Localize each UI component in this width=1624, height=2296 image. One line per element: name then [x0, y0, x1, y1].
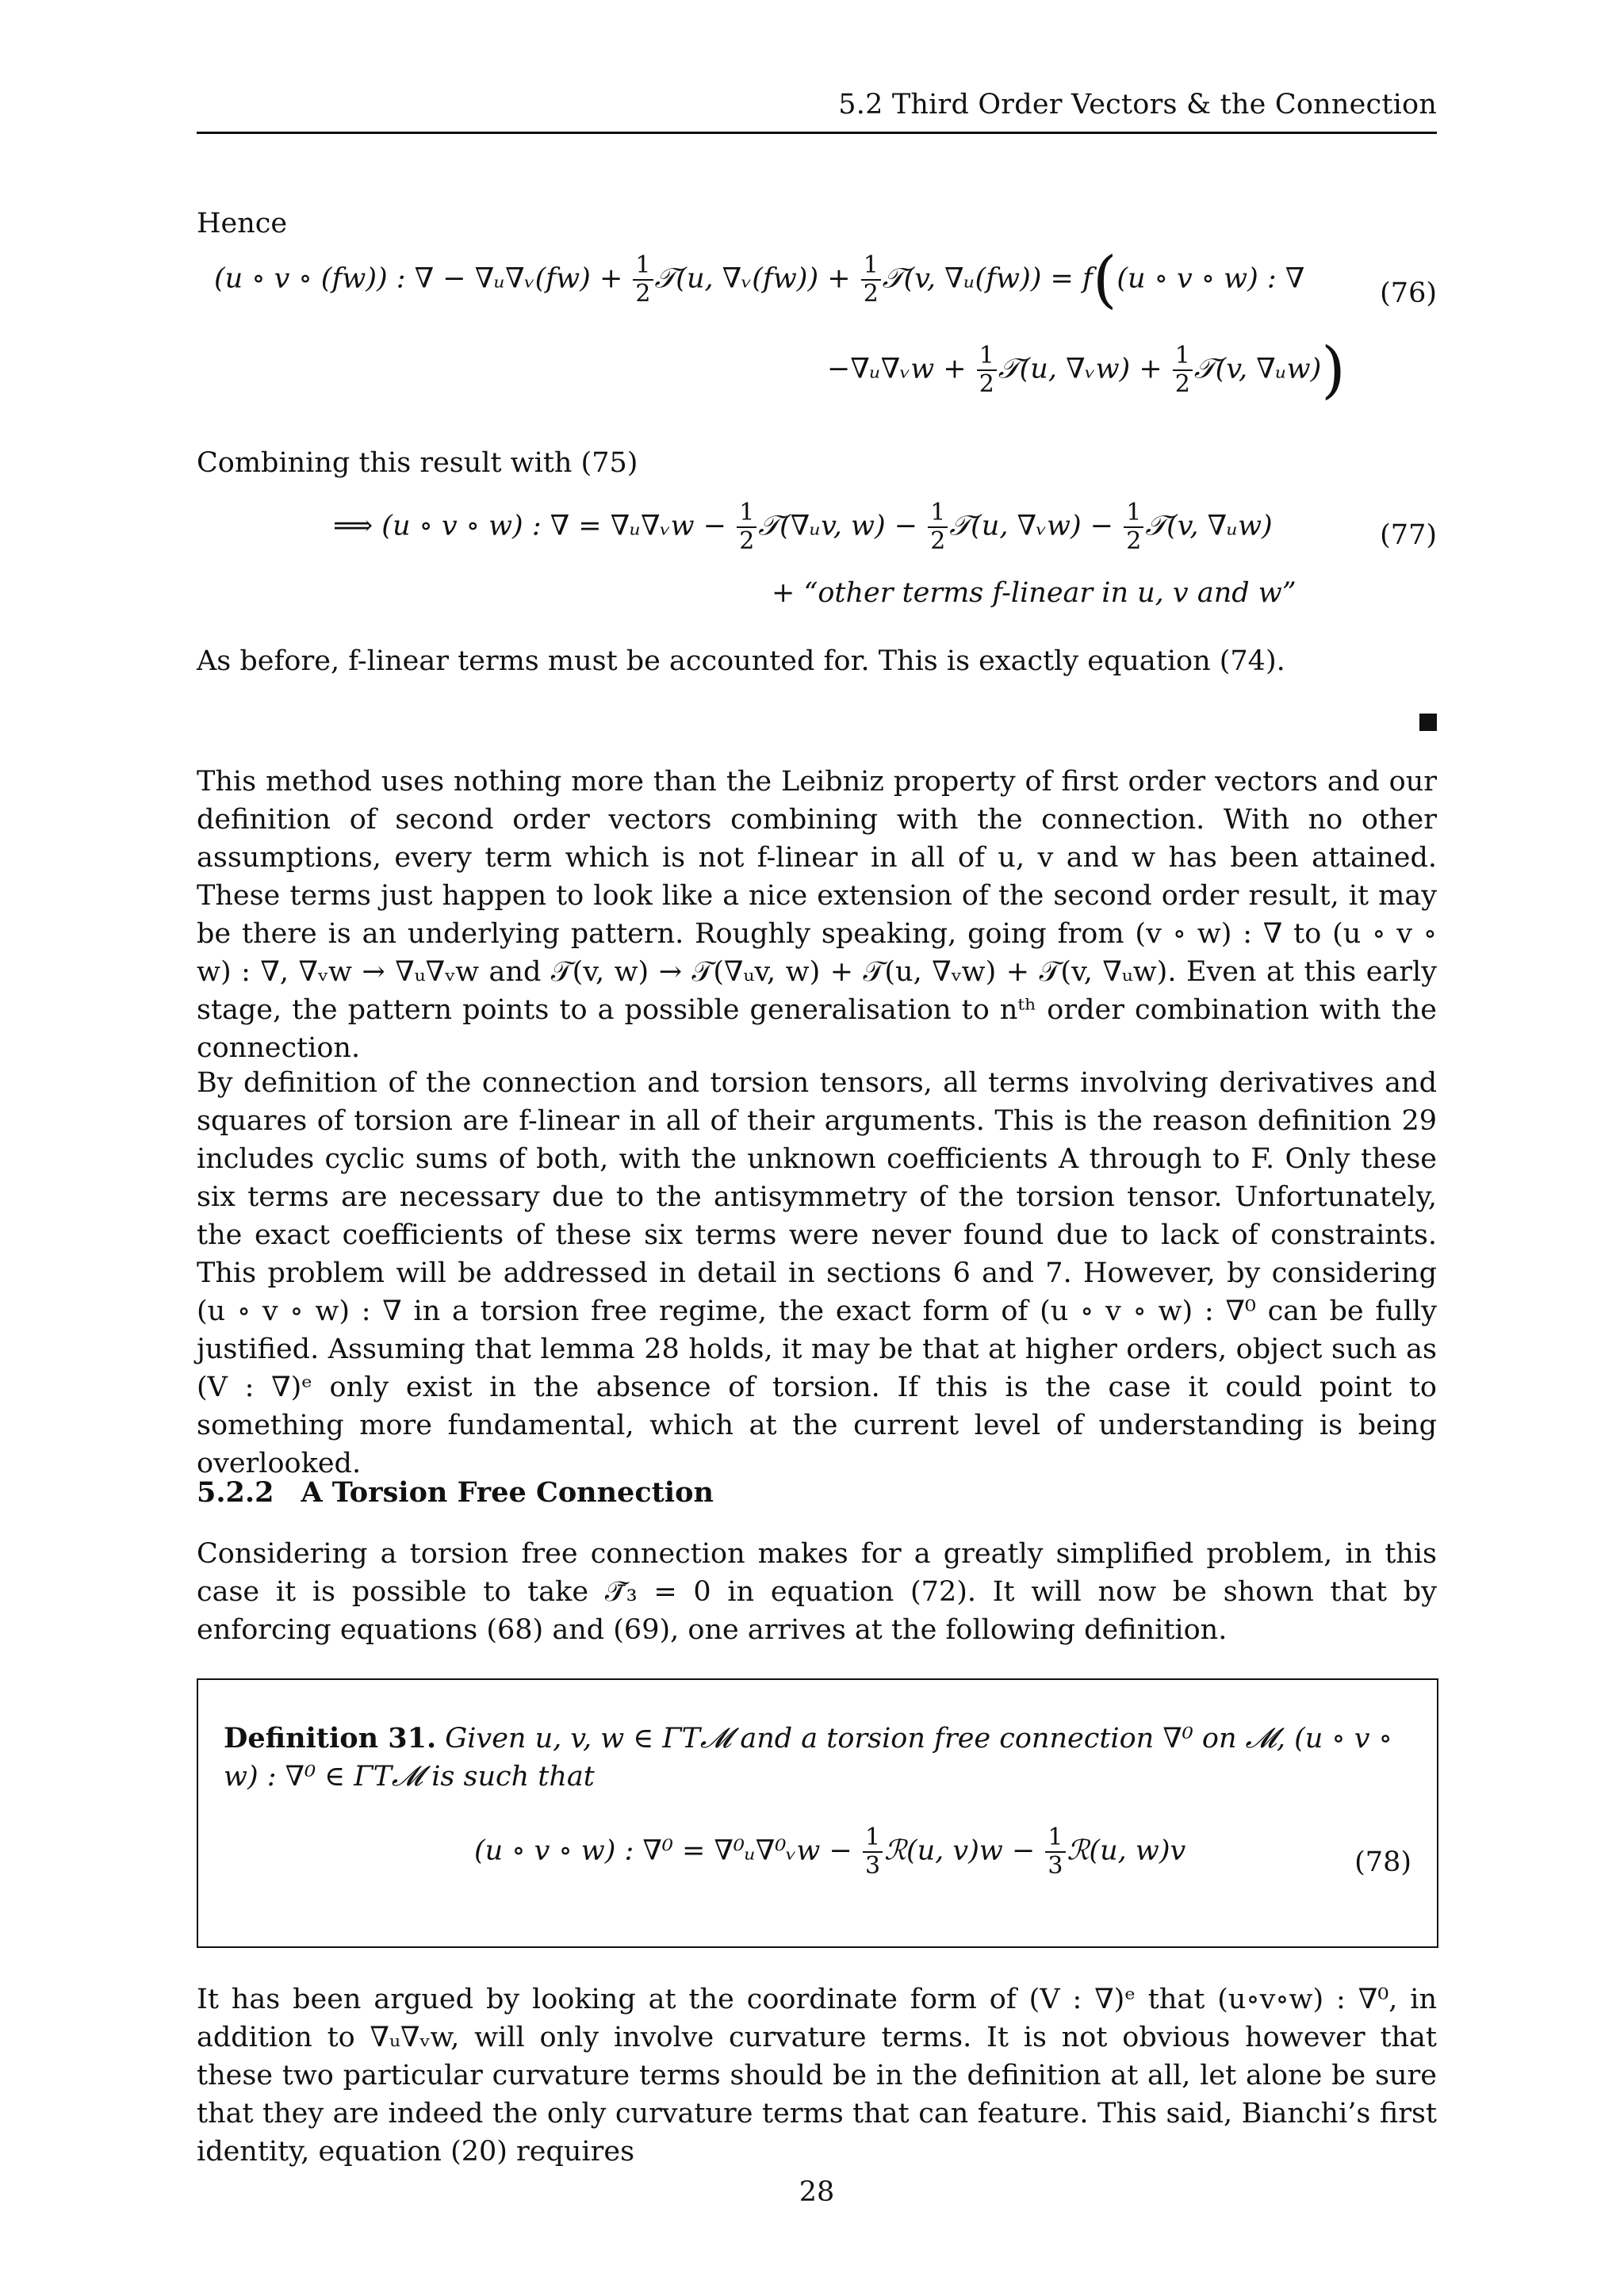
eq77-term-a: ⟹ (u ∘ v ∘ w) : ∇ = ∇ᵤ∇ᵥw − [333, 510, 736, 542]
eq78-term-a: (u ∘ v ∘ w) : ∇⁰ = ∇⁰ᵤ∇⁰ᵥw − [474, 1835, 861, 1867]
equation-number-76: (76) [1380, 277, 1437, 309]
big-open-paren: ( [1092, 244, 1117, 316]
fraction-half: $\frac{1}{2}$ [1124, 499, 1143, 555]
big-close-paren: ) [1321, 335, 1346, 406]
equation-76-line-2 [827, 335, 1346, 406]
equation-76-line-1 [214, 244, 1305, 316]
equation-78 [474, 1824, 1185, 1880]
eq76-line2-term-c: 𝒯(v, ∇ᵤw) [1193, 353, 1322, 385]
as-before-text: As before, f-linear terms must be accounted for. This is exactly equation (74). [197, 645, 1285, 677]
paragraph-curvature: It has been argued by looking at the coordinate form of (V : ∇)ᵉ that (u∘v∘w) : ∇⁰, in addition to ∇ᵤ∇ᵥw, will only involve curvature terms. It is not obvious however that these two particular curvature terms should be in the definition at all, let alone be sure that they are indeed the only curvature terms that can feature. This said, Bianchi’s first identity, equation (20) requires [197, 1984, 1437, 2168]
eq78-term-c: ℛ(u, w)v [1067, 1835, 1186, 1867]
fraction-half: $\frac{1}{2}$ [977, 342, 997, 398]
equation-77-line-1 [333, 499, 1273, 555]
header-rule [197, 132, 1437, 134]
paragraph-method: This method uses nothing more than the Leibniz property of first order vectors and our definition of second order vectors combining with the connection. With no other assumptions, every term which is not f-linear in all of u, v and w has been attained. These terms just happen to look like a nice extension of the second order result, it may be there is an underlying pattern. Roughly speaking, going from (v ∘ w) : ∇ to (u ∘ v ∘ w) : ∇, ∇ᵥw → ∇ᵤ∇ᵥw and 𝒯(v, w) → 𝒯(∇ᵤv, w) + 𝒯(u, ∇ᵥw) + 𝒯(v, ∇ᵤw). Even at this early stage, the pattern points to a possible generalisation to nᵗʰ order combination with the connection. [197, 766, 1437, 1064]
eq78-term-b: ℛ(u, v)w − [884, 1835, 1044, 1867]
qed-square [1419, 714, 1437, 731]
eq77-term-c: 𝒯(u, ∇ᵥw) − [949, 510, 1123, 542]
eq77-term-b: 𝒯(∇ᵤv, w) − [758, 510, 927, 542]
eq77-term-d: 𝒯(v, ∇ᵤw) [1145, 510, 1273, 542]
eq76-term-1: 𝒯(u, ∇ᵥ(fw)) + [654, 262, 860, 295]
section-title: A Torsion Free Connection [301, 1476, 714, 1509]
fraction-half: $\frac{1}{2}$ [861, 252, 881, 308]
fraction-third: $\frac{1}{3}$ [1045, 1824, 1065, 1880]
equation-number-78: (78) [1354, 1846, 1411, 1878]
section-heading [197, 1476, 714, 1509]
fraction-half: $\frac{1}{2}$ [928, 499, 948, 555]
definition-label: Definition 31. [224, 1722, 437, 1755]
fraction-half: $\frac{1}{2}$ [1173, 342, 1193, 398]
hence-text: Hence [197, 208, 288, 239]
definition-statement [224, 1720, 1413, 1796]
page-number: 28 [799, 2176, 835, 2208]
eq76-line2-term-b: 𝒯(u, ∇ᵥw) + [998, 353, 1171, 385]
eq76-rhs: (u ∘ v ∘ w) : ∇ [1116, 262, 1305, 295]
fraction-third: $\frac{1}{3}$ [863, 1824, 883, 1880]
running-head: 5.2 Third Order Vectors & the Connection [838, 89, 1437, 121]
definition-text: Given u, v, w ∈ ΓT𝓜 and a torsion free connection ∇⁰ on 𝓜, (u ∘ v ∘ w) : ∇⁰ ∈ ΓT𝓜 is such that [224, 1723, 1392, 1793]
eq76-line2-term-a: −∇ᵤ∇ᵥw + [827, 353, 975, 385]
eq76-lhs: (u ∘ v ∘ (fw)) : ∇ − ∇ᵤ∇ᵥ(fw) + [214, 262, 632, 295]
paragraph-definitions: By definition of the connection and torsion tensors, all terms involving derivatives and squares of torsion are f-linear in all of their arguments. This is the reason definition 29 includes cyclic sums of both, with the unknown coefficients A through to F. Only these six terms are necessary due to the antisymmetry of the torsion tensor. Unfortunately, the exact coefficients of these six terms were never found due to lack of constraints. This problem will be addressed in detail in sections 6 and 7. However, by considering (u ∘ v ∘ w) : ∇ in a torsion free regime, the exact form of (u ∘ v ∘ w) : ∇⁰ can be fully justified. Assuming that lemma 28 holds, it may be that at higher orders, object such as (V : ∇)ᵉ only exist in the absence of torsion. If this is the case it could point to something more fundamental, which at the current level of understanding is being overlooked. [197, 1067, 1437, 1479]
combining-text: Combining this result with (75) [197, 447, 638, 479]
paragraph-torsion-free: Considering a torsion free connection makes for a greatly simplified problem, in this case it is possible to take 𝒯̄₃ = 0 in equation (72). It will now be shown that by enforcing equations (68) and (69), one arrives at the following definition. [197, 1538, 1437, 1646]
definition-box [197, 1678, 1438, 1948]
section-number: 5.2.2 [197, 1476, 274, 1509]
equation-number-77: (77) [1380, 519, 1437, 551]
eq76-term-2: 𝒯(v, ∇ᵤ(fw)) = f [882, 262, 1093, 295]
fraction-half: $\frac{1}{2}$ [737, 499, 756, 555]
fraction-half: $\frac{1}{2}$ [633, 252, 653, 308]
equation-77-line-2: + “other terms f-linear in u, v and w” [772, 577, 1297, 609]
